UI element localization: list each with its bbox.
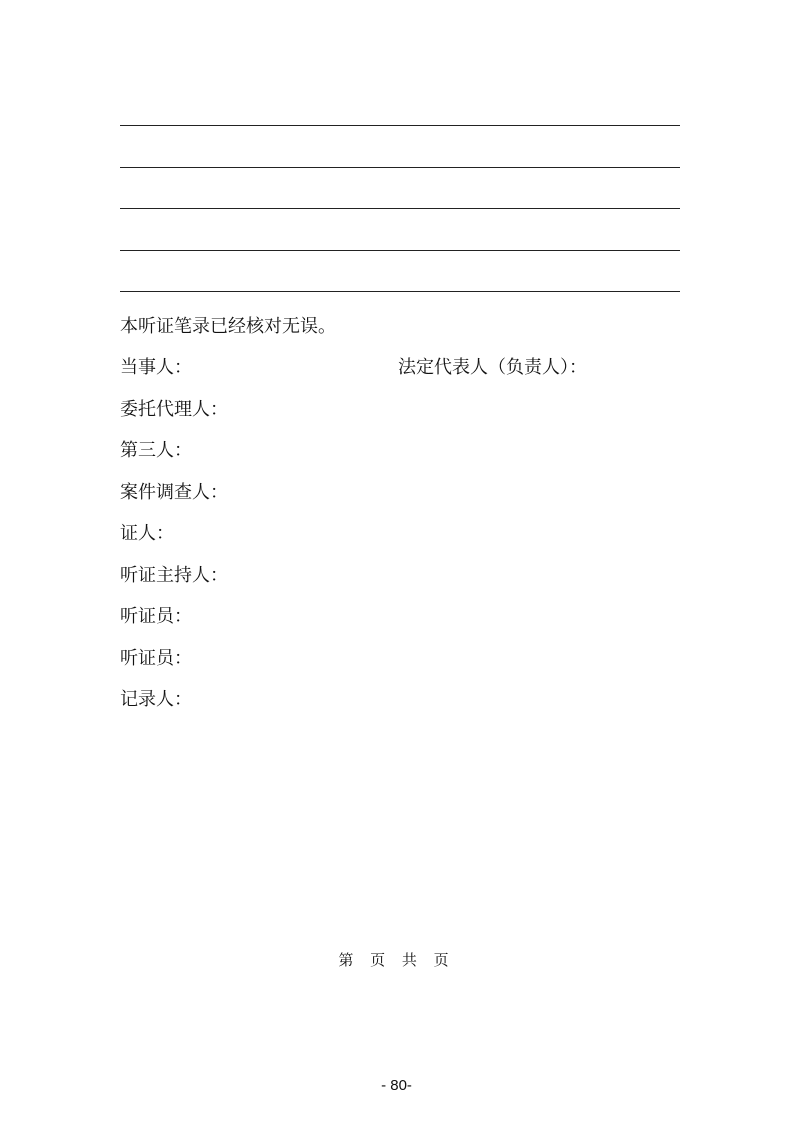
blank-line	[120, 167, 680, 168]
blank-line	[120, 250, 680, 251]
blank-line	[120, 208, 680, 209]
legal-rep-signature-label: 法定代表人（负责人）：	[398, 357, 587, 378]
agent-signature-label: 委托代理人：	[120, 399, 228, 420]
page-number: - 80-	[381, 1077, 412, 1094]
host-signature-label: 听证主持人：	[120, 565, 228, 586]
witness-signature-label: 证人：	[120, 523, 174, 544]
investigator-signature-label: 案件调查人：	[120, 482, 228, 503]
officer-signature-label: 听证员：	[120, 648, 192, 669]
blank-line	[120, 291, 680, 292]
officer-signature-label: 听证员：	[120, 606, 192, 627]
party-signature-label: 当事人：	[120, 357, 192, 378]
third-party-signature-label: 第三人：	[120, 440, 192, 461]
page-count-footer: 第 页 共 页	[338, 951, 455, 969]
recorder-signature-label: 记录人：	[120, 689, 192, 710]
blank-line	[120, 125, 680, 126]
confirmation-statement: 本听证笔录已经核对无误。	[120, 316, 336, 337]
